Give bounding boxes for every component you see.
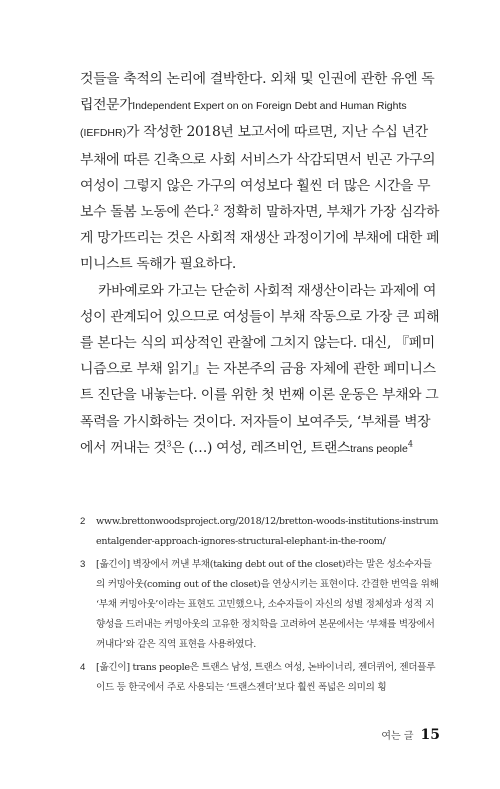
text-segment: 정확히 말하자면, 부채가 가장 심각하게 망가뜨리는 것은 사회적 재생산 과정이기에 부채에 대한 페미니스트 독해가 필요하다.	[80, 204, 440, 273]
footnote-3	[80, 555, 440, 655]
text-segment: 카바예로와 가고는 단순히 사회적 재생산이라는 과제에 여성이 관계되어 있으므로 여성들이 부채 작동으로 가장 큰 피해를 본다는 식의 피상적인 관찰에 그치지 않는다. 대신, 『페미니즘으로 부채 읽기』는 자본주의 금융 자체에 관한 페미니스트 진단을 내놓는다. 이를 위한 첫 번째 이론 운동은 부채와 그 폭력을 가시화하는 것이다. 저자들이 보여주듯, ‘부채를 벽장에서 꺼내는 것	[80, 282, 440, 456]
text-segment: 가 작성한 2018년 보고서에 따르면, 지난 수십 년간 부채에 따른 긴축으로 사회 서비스가 삭감되면서 빈곤 가구의 여성이 그렇지 않은 가구의 여성보다 훨씬 더 많은 시간을 무보수 돌봄 노동에 쓴다.	[80, 124, 436, 221]
footnote-text: www.brettonwoodsproject.org/2018/12/bretton-woods-institutions-instrumentalgender-approach-ignores-structural-elephant-in-the-room/	[96, 516, 439, 547]
section-title: 여는 글	[381, 731, 414, 742]
english-term: Independent Expert on on Foreign Debt and Human Rights (IEFDHR)	[80, 100, 407, 140]
footnote-ref-4[interactable]: 4	[407, 439, 413, 449]
english-term: trans people	[350, 442, 408, 455]
page-footer	[381, 727, 440, 743]
paragraph-2	[80, 278, 440, 462]
footnote-2	[80, 512, 440, 552]
footnote-4	[80, 658, 440, 698]
footnote-ref-2[interactable]: 2	[213, 203, 219, 213]
footnote-text: [옮긴이] trans people은 트랜스 남성, 트랜스 여성, 논바이너리, 젠더퀴어, 젠더플루이드 등 한국에서 주로 사용되는 ‘트랜스젠더’보다 훨씬 폭넓은 의미의 횡	[96, 662, 436, 693]
page-number: 15	[420, 727, 440, 743]
footnote-number: 4	[80, 662, 86, 673]
footnote-ref-3[interactable]: 3	[166, 439, 172, 449]
footnote-text: [옮긴이] 벽장에서 꺼낸 부채(taking debt out of the closet)라는 말은 성소수자들의 커밍아웃(coming out of the closet)을 연상시키는 표현이다. 간결한 번역을 위해 ‘부채 커밍아웃’이라는 표현도 고민했으나, 소수자들이 자신의 성별 정체성과 성적 지향성을 드러내는 커밍아웃의 고유한 정치학을 고려하여 본문에서는 ‘부채를 벽장에서 꺼내다’와 같은 직역 표현을 사용하였다.	[96, 559, 439, 650]
footnote-number: 3	[80, 559, 86, 570]
text-segment: 것들을 축적의 논리에 결박한다. 외채 및 인권에 관한 유엔 독립전문가	[80, 71, 435, 114]
main-text	[80, 66, 440, 462]
footnote-number: 2	[80, 516, 86, 527]
footnotes	[80, 512, 440, 701]
paragraph-1	[80, 66, 440, 278]
text-segment: 은 (…) 여성, 레즈비언, 트랜스	[171, 439, 351, 456]
